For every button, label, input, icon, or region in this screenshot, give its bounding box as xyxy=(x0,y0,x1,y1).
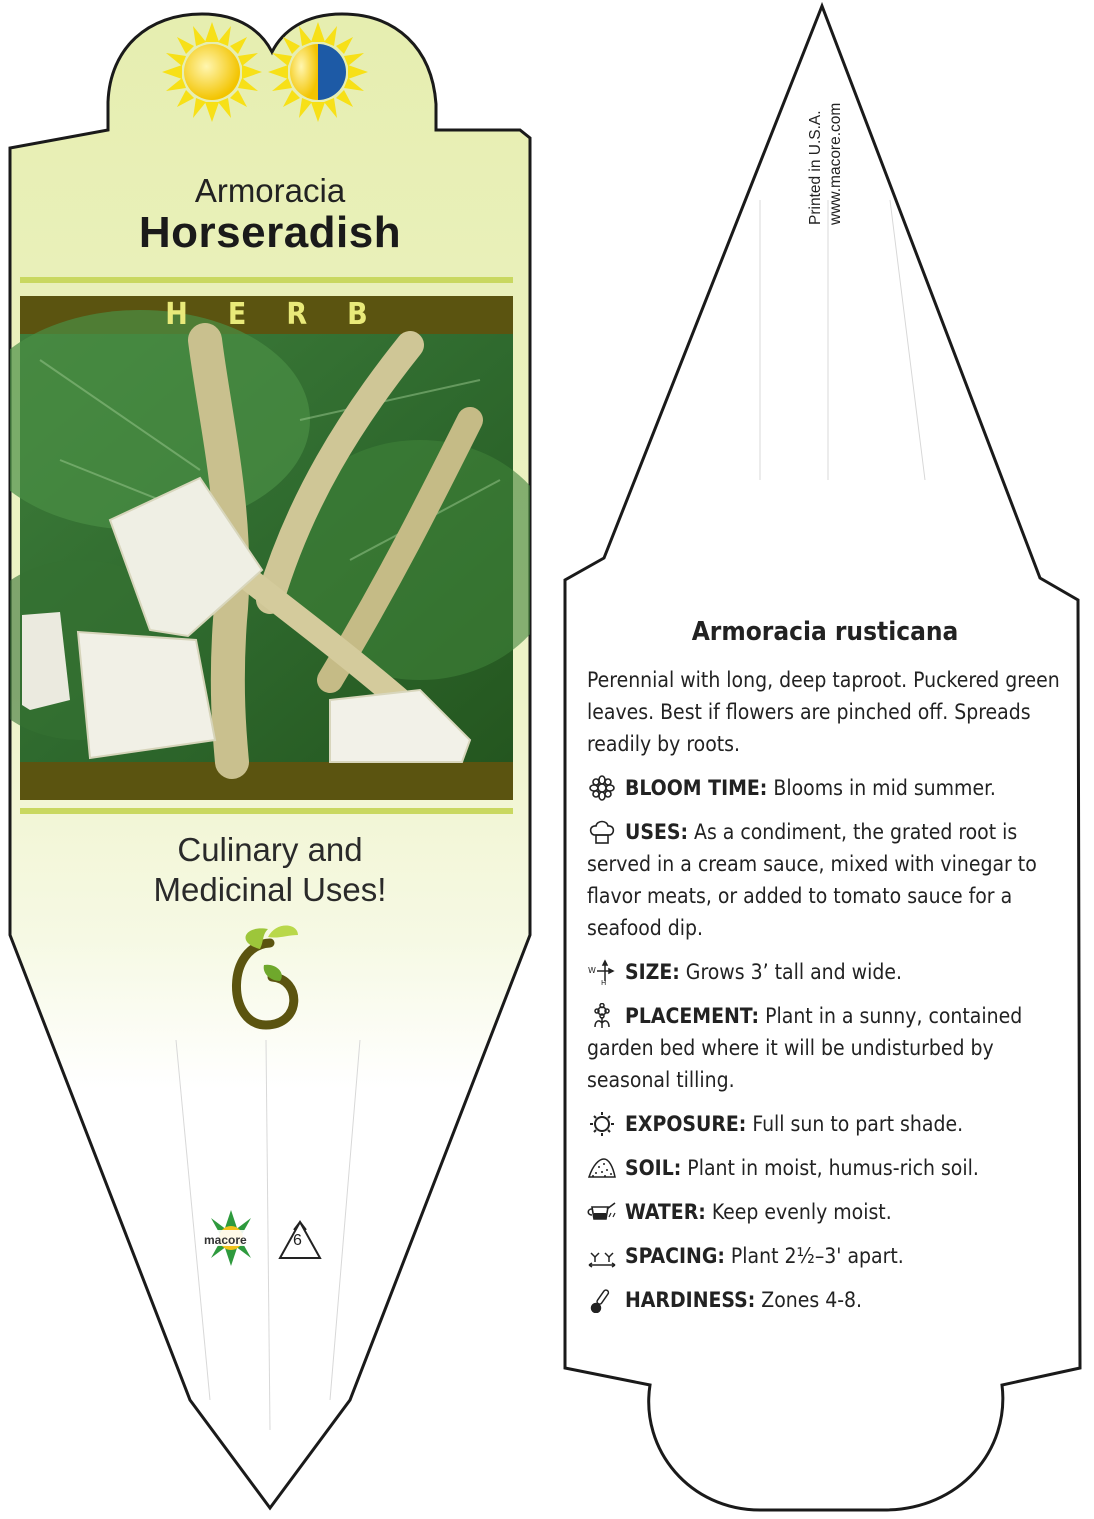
soil-text: Plant in moist, humus-rich soil. xyxy=(687,1156,979,1180)
spacing-label: SPACING: xyxy=(625,1244,725,1268)
spacing-text: Plant 2½–3' apart. xyxy=(730,1244,904,1268)
hardiness-row xyxy=(587,1284,1067,1316)
plant-info xyxy=(587,664,1067,1328)
brand-name: macore xyxy=(204,1233,247,1247)
water-row xyxy=(587,1196,1067,1228)
uses-row xyxy=(587,816,1067,944)
soil-icon xyxy=(587,1155,617,1181)
category-label: HERB xyxy=(165,297,408,332)
thermometer-icon xyxy=(587,1287,617,1313)
spacing-row xyxy=(587,1240,1067,1272)
spacing-icon xyxy=(587,1243,617,1269)
bloom-time-text: Blooms in mid summer. xyxy=(773,776,996,800)
part-shade-icon xyxy=(268,22,368,122)
description: Perennial with long, deep taproot. Puckered green leaves. Best if flowers are pinched off. Spreads readily by roots. xyxy=(587,668,1060,756)
tagline-line-1: Culinary and xyxy=(177,831,363,868)
water-label: WATER: xyxy=(625,1200,706,1224)
website: www.macore.com xyxy=(827,102,844,225)
sun-outline-icon xyxy=(587,1111,617,1137)
uses-label: USES: xyxy=(625,820,689,844)
placement-text: Plant in a sunny, contained garden bed where it will be undisturbed by seasonal tilling. xyxy=(587,1004,1023,1092)
placement-row xyxy=(587,1000,1067,1096)
chef-hat-icon xyxy=(587,819,617,845)
bloom-time-label: BLOOM TIME: xyxy=(625,776,768,800)
svg-text:H: H xyxy=(601,979,607,985)
tagline-line-2: Medicinal Uses! xyxy=(153,871,387,908)
exposure-row xyxy=(587,1108,1067,1140)
soil-label: SOIL: xyxy=(625,1156,682,1180)
size-row xyxy=(587,956,1067,988)
common-name: Armoracia xyxy=(194,172,346,209)
hardiness-text: Zones 4-8. xyxy=(761,1288,863,1312)
printed-info xyxy=(806,103,846,225)
bloom-time-row xyxy=(587,772,1067,804)
exposure-text: Full sun to part shade. xyxy=(752,1112,964,1136)
uses-text: As a condiment, the grated root is served in a cream sauce, mixed with vinegar to flavor meats, or added to tomato sauce for a seafood dip. xyxy=(587,820,1037,940)
printed-in: Printed in U.S.A. xyxy=(807,110,824,225)
flower-icon xyxy=(587,775,617,801)
watering-can-icon xyxy=(587,1199,617,1225)
horseradish-photo xyxy=(0,310,560,762)
placement-icon xyxy=(587,1003,617,1029)
exposure-label: EXPOSURE: xyxy=(625,1112,747,1136)
size-label: SIZE: xyxy=(625,960,680,984)
variety-name: Horseradish xyxy=(138,208,402,257)
tagline xyxy=(80,830,460,910)
botanical-name: Armoracia rusticana xyxy=(691,617,959,647)
recycle-number: 6 xyxy=(293,1232,302,1249)
water-text: Keep evenly moist. xyxy=(711,1200,892,1224)
soil-row xyxy=(587,1152,1067,1184)
size-text: Grows 3’ tall and wide. xyxy=(685,960,902,984)
placement-label: PLACEMENT: xyxy=(625,1004,760,1028)
svg-text:W: W xyxy=(588,966,596,975)
hardiness-label: HARDINESS: xyxy=(625,1288,756,1312)
full-sun-icon xyxy=(162,22,262,122)
size-icon xyxy=(587,959,617,985)
